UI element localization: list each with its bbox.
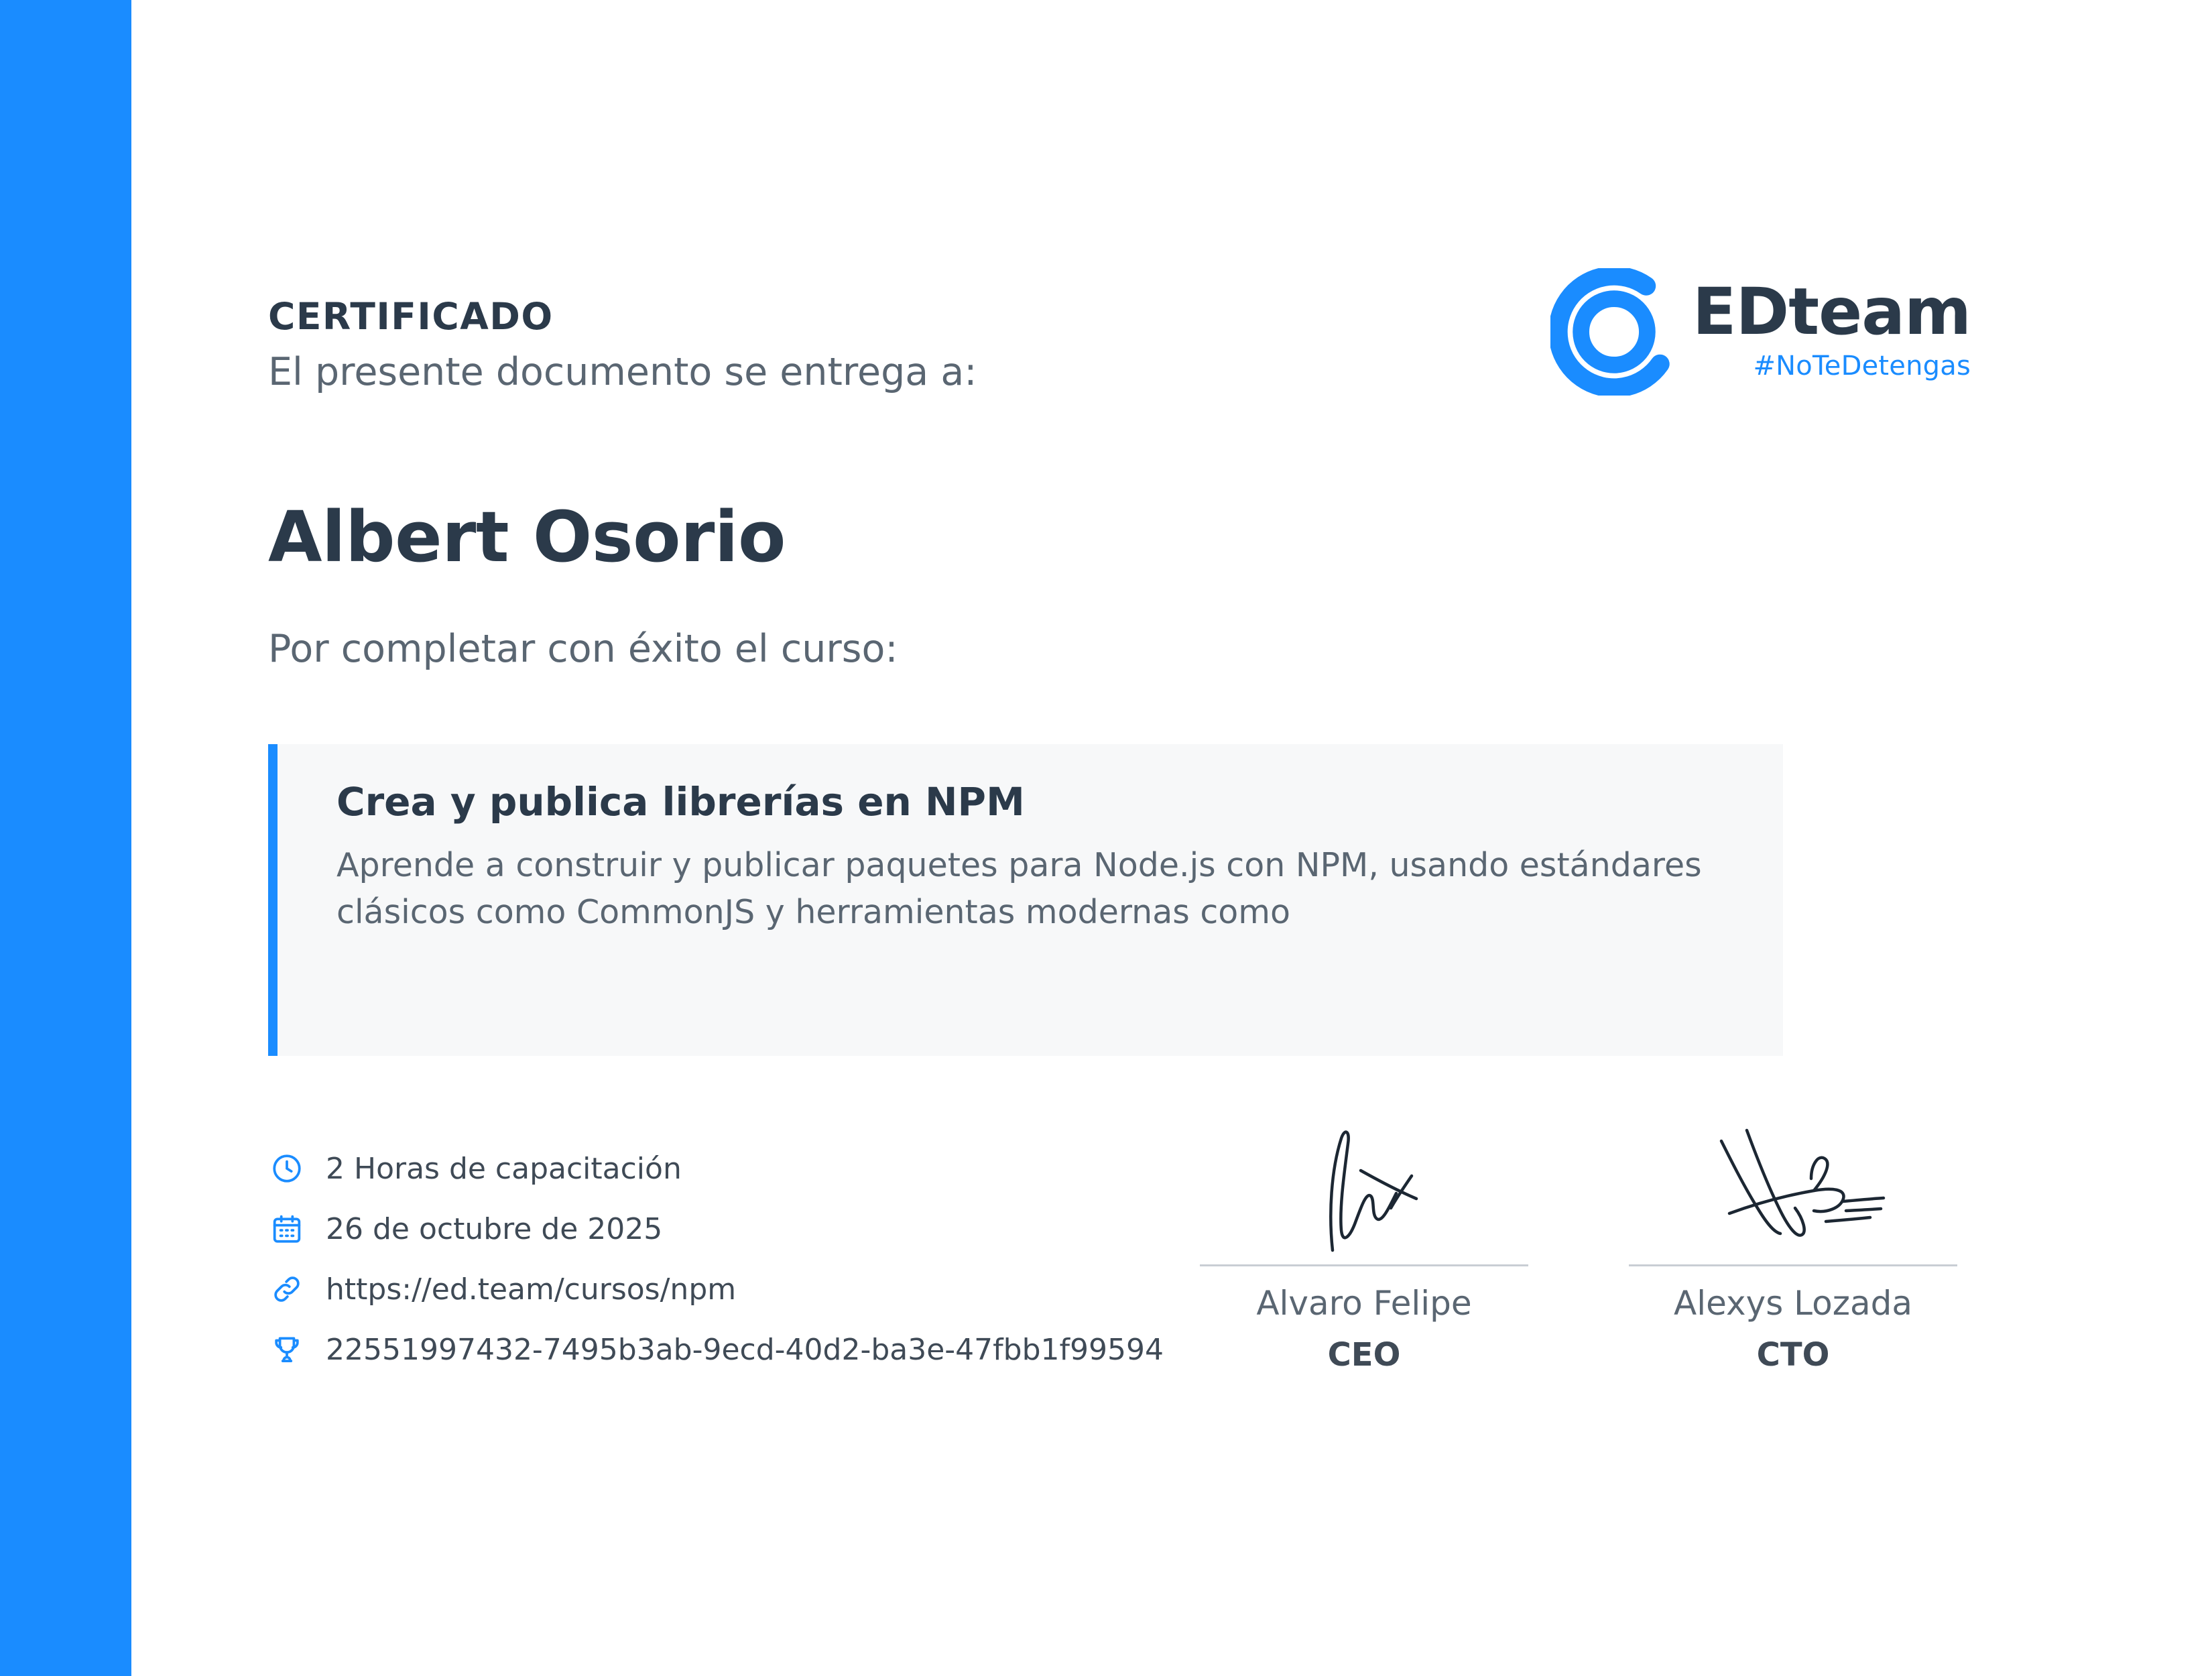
edteam-tagline: #NoTeDetengas (1753, 351, 1971, 381)
signature-name-cto: Alexys Lozada (1674, 1284, 1912, 1323)
edteam-wordmark (1692, 274, 1971, 384)
certificate-content (268, 0, 2091, 1676)
course-title: Crea y publica librerías en NPM (336, 779, 1025, 825)
signature-image-cto (1609, 1106, 1977, 1260)
meta-text-date: 26 de octubre de 2025 (326, 1211, 663, 1246)
certificate-label: CERTIFICADO (268, 295, 554, 338)
link-icon (268, 1270, 306, 1308)
signature-role-ceo: CEO (1327, 1336, 1401, 1374)
recipient-name: Albert Osorio (268, 496, 786, 578)
signature-name-ceo: Alvaro Felipe (1256, 1284, 1472, 1323)
signature-block-cto (1609, 1106, 1977, 1374)
edteam-circle-icon (1550, 268, 1678, 396)
course-intro-text: Por completar con éxito el curso: (268, 627, 898, 671)
edteam-name (1692, 274, 1971, 349)
meta-text-certificate-id: 22551997432-7495b3ab-9ecd-40d2-ba3e-47fbb1f99594 (326, 1332, 1164, 1367)
certificate-subtitle: El presente documento se entrega a: (268, 350, 977, 394)
calendar-icon (268, 1210, 306, 1248)
signatures-area (1180, 1106, 1977, 1374)
course-card (268, 744, 1783, 1056)
signature-rule-cto (1629, 1264, 1957, 1266)
meta-text-duration: 2 Horas de capacitación (326, 1151, 682, 1186)
signature-block-ceo (1180, 1106, 1548, 1374)
meta-text-url[interactable]: https://ed.team/cursos/npm (326, 1272, 737, 1307)
signature-rule-ceo (1200, 1264, 1528, 1266)
trophy-icon (268, 1331, 306, 1368)
edteam-logo (1550, 268, 1971, 396)
edteam-name-suffix: team (1788, 274, 1971, 349)
clock-icon (268, 1150, 306, 1187)
edteam-name-prefix: ED (1692, 274, 1789, 349)
accent-side-bar (0, 0, 131, 1676)
course-description: Aprende a construir y publicar paquetes para Node.js con NPM, usando estándares clásicos como CommonJS y herramientas modernas como (336, 846, 1702, 931)
signature-image-ceo (1180, 1106, 1548, 1260)
signature-role-cto: CTO (1756, 1336, 1830, 1374)
